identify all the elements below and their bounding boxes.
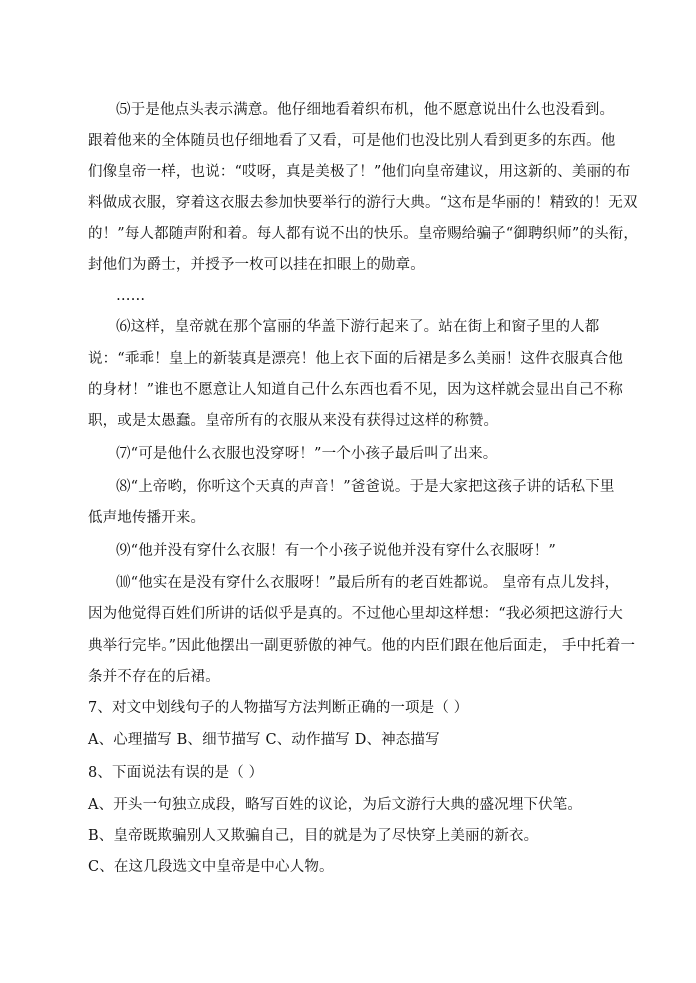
question-7-options: A、心理描写 B、细节描写 C、动作描写 D、神态描写 xyxy=(88,732,440,748)
question-8-option-a: A、开头一句独立成段，略写百姓的议论，为后文游行大典的盛况埋下伏笔。 xyxy=(88,797,583,813)
question-7: 7、对文中划线句子的人物描写方法判断正确的一项是（ ） xyxy=(88,700,469,716)
paragraph-5-line-4: 料做成衣服，穿着这衣服去参加快要举行的游行大典。“这布是华丽的！精致的！无双 xyxy=(88,195,638,211)
paragraph-6-line-4: 职，或是太愚蠢。皇帝所有的衣服从来没有获得过这样的称赞。 xyxy=(88,413,499,429)
paragraph-8-line-1: ⑻“上帝哟，你听这个天真的声音！”爸爸说。于是大家把这孩子讲的话私下里 xyxy=(116,479,615,495)
paragraph-5-line-6: 封他们为爵士，并授予一枚可以挂在扣眼上的勋章。 xyxy=(88,257,425,273)
paragraph-10-line-1: ⑽“他实在是没有穿什么衣服呀！”最后所有的老百姓都说。 皇帝有点儿发抖， xyxy=(116,575,620,591)
ellipsis: …… xyxy=(116,288,146,304)
paragraph-5-line-1: ⑸于是他点头表示满意。他仔细地看着织布机，他不愿意说出什么也没看到。 xyxy=(116,102,615,118)
paragraph-6-line-3: 的身材！”谁也不愿意让人知道自己什么东西也看不见，因为这样就会显出自己不称 xyxy=(88,382,623,398)
paragraph-10-line-4: 条并不存在的后裙。 xyxy=(88,669,220,685)
paragraph-5-line-5: 的！”每人都随声附和着。每人都有说不出的快乐。皇帝赐给骗子“御聘织师”的头衔， xyxy=(88,226,639,242)
paragraph-6-line-1: ⑹这样，皇帝就在那个富丽的华盖下游行起来了。站在街上和窗子里的人都 xyxy=(116,319,600,335)
paragraph-5-line-3: 们像皇帝一样，也说：“哎呀，真是美极了！”他们向皇帝建议，用这新的、美丽的布 xyxy=(88,164,631,180)
paragraph-6-line-2: 说：“乖乖！皇上的新装真是漂亮！他上衣下面的后裙是多么美丽！这件衣服真合他 xyxy=(88,351,623,367)
question-8-option-c: C、在这几段选文中皇帝是中心人物。 xyxy=(88,859,334,875)
paragraph-8-line-2: 低声地传播开来。 xyxy=(88,510,206,526)
question-8: 8、下面说法有误的是（ ） xyxy=(88,765,264,781)
paragraph-5-line-2: 跟着他来的全体随员也仔细地看了又看，可是他们也没比别人看到更多的东西。他 xyxy=(88,133,616,149)
question-8-option-b: B、皇帝既欺骗别人又欺骗自己，目的就是为了尽快穿上美丽的新衣。 xyxy=(88,828,539,844)
paragraph-7: ⑺“可是他什么衣服也没穿呀！”一个小孩子最后叫了出来。 xyxy=(116,446,498,462)
paragraph-9: ⑼“他并没有穿什么衣服！有一个小孩子说他并没有穿什么衣服呀！” xyxy=(116,543,556,559)
paragraph-10-line-2: 因为他觉得百姓们所讲的话似乎是真的。不过他心里却这样想：“我必须把这游行大 xyxy=(88,606,623,622)
paragraph-10-line-3: 典举行完毕。”因此他摆出一副更骄傲的神气。他的内臣们跟在他后面走， 手中托着一 xyxy=(88,638,636,654)
